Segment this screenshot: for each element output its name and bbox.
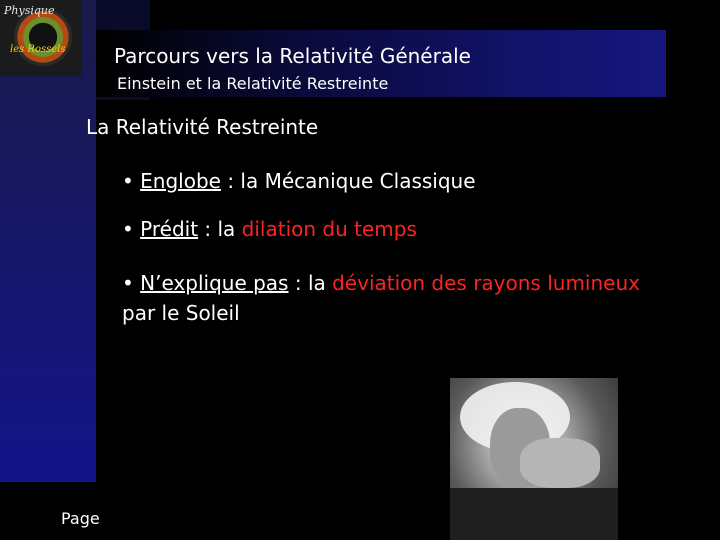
bullet-text: : la	[198, 217, 242, 241]
bullet-predit	[122, 214, 642, 244]
slide-title: Parcours vers la Relativité Générale	[114, 44, 471, 68]
bullet-marker: •	[122, 271, 134, 295]
bullet-text: : la	[288, 271, 333, 295]
bullet-nexplique-pas	[122, 268, 642, 328]
bullet-englobe	[122, 166, 642, 196]
bullet-marker: •	[122, 169, 134, 193]
slide-subtitle: Einstein et la Relativité Restreinte	[117, 74, 389, 93]
physique-logo	[0, 0, 82, 76]
bullet-keyword: N’explique pas	[140, 271, 289, 295]
logo-bottom-text: les Rossels	[10, 44, 66, 55]
logo-top-text: Physique	[4, 4, 55, 17]
section-heading: La Relativité Restreinte	[86, 115, 319, 139]
photo-body	[450, 488, 618, 540]
einstein-portrait-photo	[450, 378, 618, 540]
photo-hands	[520, 438, 600, 488]
bullet-text: : la Mécanique Classique	[220, 169, 476, 193]
page-label: Page	[61, 509, 100, 528]
bullet-tail: par le Soleil	[122, 301, 240, 325]
bullet-keyword: Prédit	[140, 217, 199, 241]
bullet-highlight: dilation du temps	[241, 217, 417, 241]
bullet-keyword: Englobe	[140, 169, 221, 193]
bullet-highlight: déviation des rayons lumineux	[332, 271, 640, 295]
bullet-marker: •	[122, 217, 134, 241]
